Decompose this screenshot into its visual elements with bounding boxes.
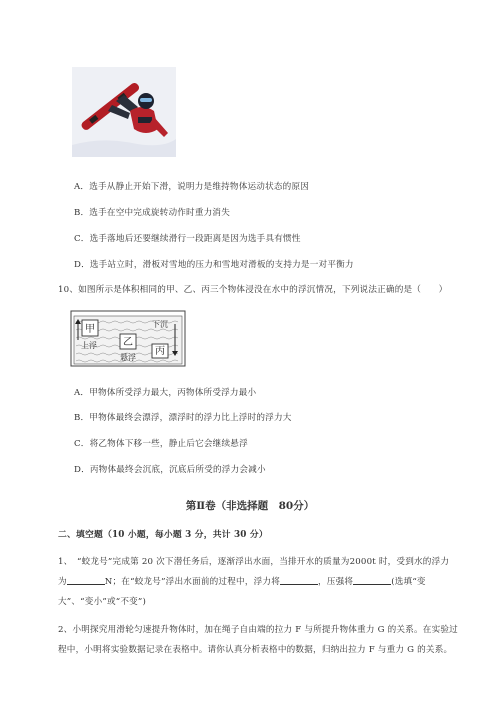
q2-line1: 2、小明探究用滑轮匀速提升物体时，加在绳子自由端的拉力 F 与所提升物体重力 G 的关系。在实验过	[58, 625, 458, 635]
q10-option-b: B．甲物体最终会漂浮，漂浮时的浮力比上浮时的浮力大	[74, 413, 292, 423]
q1-line2-part-d: (选填“变	[391, 577, 426, 587]
q1-line3: 大”、“变小”或“不变”)	[58, 597, 147, 607]
section2-title: 二、填空题（10 小题，每小题 3 分，共计 30 分）	[58, 530, 268, 540]
snowboarder-photo	[72, 67, 176, 157]
shangfu-label: 上浮	[81, 341, 97, 350]
q10-option-d: D．丙物体最终会沉底，沉底后所受的浮力会减小	[74, 465, 266, 475]
q10-stem: 10、如图所示是体积相同的甲、乙、丙三个物体浸没在水中的浮沉情况，下列说法正确的是（ ）	[58, 285, 448, 295]
part2-title: 第Ⅱ卷（非选择题 80分）	[185, 500, 315, 512]
xiachen-label: 下沉	[152, 320, 168, 329]
q9-option-c: C．选手落地后还要继续滑行一段距离是因为选手具有惯性	[74, 234, 301, 244]
answer-blank-2[interactable]	[280, 575, 318, 585]
q1-line2-part-a: 为	[58, 577, 67, 587]
snowboarder-image	[72, 67, 176, 157]
xuanfu-label: 悬浮	[120, 353, 136, 362]
q1-line2-part-c: ，压强将	[318, 577, 354, 587]
q9-option-a: A．选手从静止开始下滑，说明力是维持物体运动状态的原因	[74, 182, 310, 192]
q10-option-a: A．甲物体所受浮力最大，丙物体所受浮力最小	[74, 388, 257, 398]
jia-label: 甲	[85, 324, 95, 335]
q1-line2	[58, 575, 426, 587]
answer-blank-1[interactable]	[67, 575, 105, 585]
q9-option-b: B．选手在空中完成旋转动作时重力消失	[74, 208, 231, 218]
bing-label: 丙	[155, 346, 165, 357]
q2-line2: 程中，小明将实验数据记录在表格中。请你认真分析表格中的数据，归纳出拉力 F 与重力 G 的关系。	[58, 645, 453, 655]
water-tank-figure	[70, 310, 186, 367]
q10-option-c: C．将乙物体下移一些，静止后它会继续悬浮	[74, 439, 248, 449]
yi-label: 乙	[123, 337, 133, 348]
q1-line1: 1、 “蛟龙号”完成第 20 次下潜任务后，逐渐浮出水面，当排开水的质量为2000t 时，受到水的浮力	[58, 557, 450, 567]
q1-line2-part-b: N；在“蛟龙号”浮出水面前的过程中，浮力将	[104, 577, 280, 587]
answer-blank-3[interactable]	[353, 575, 391, 585]
q9-option-d: D．选手站立时，滑板对雪地的压力和雪地对滑板的支持力是一对平衡力	[74, 260, 354, 270]
buoyancy-diagram	[70, 310, 186, 367]
